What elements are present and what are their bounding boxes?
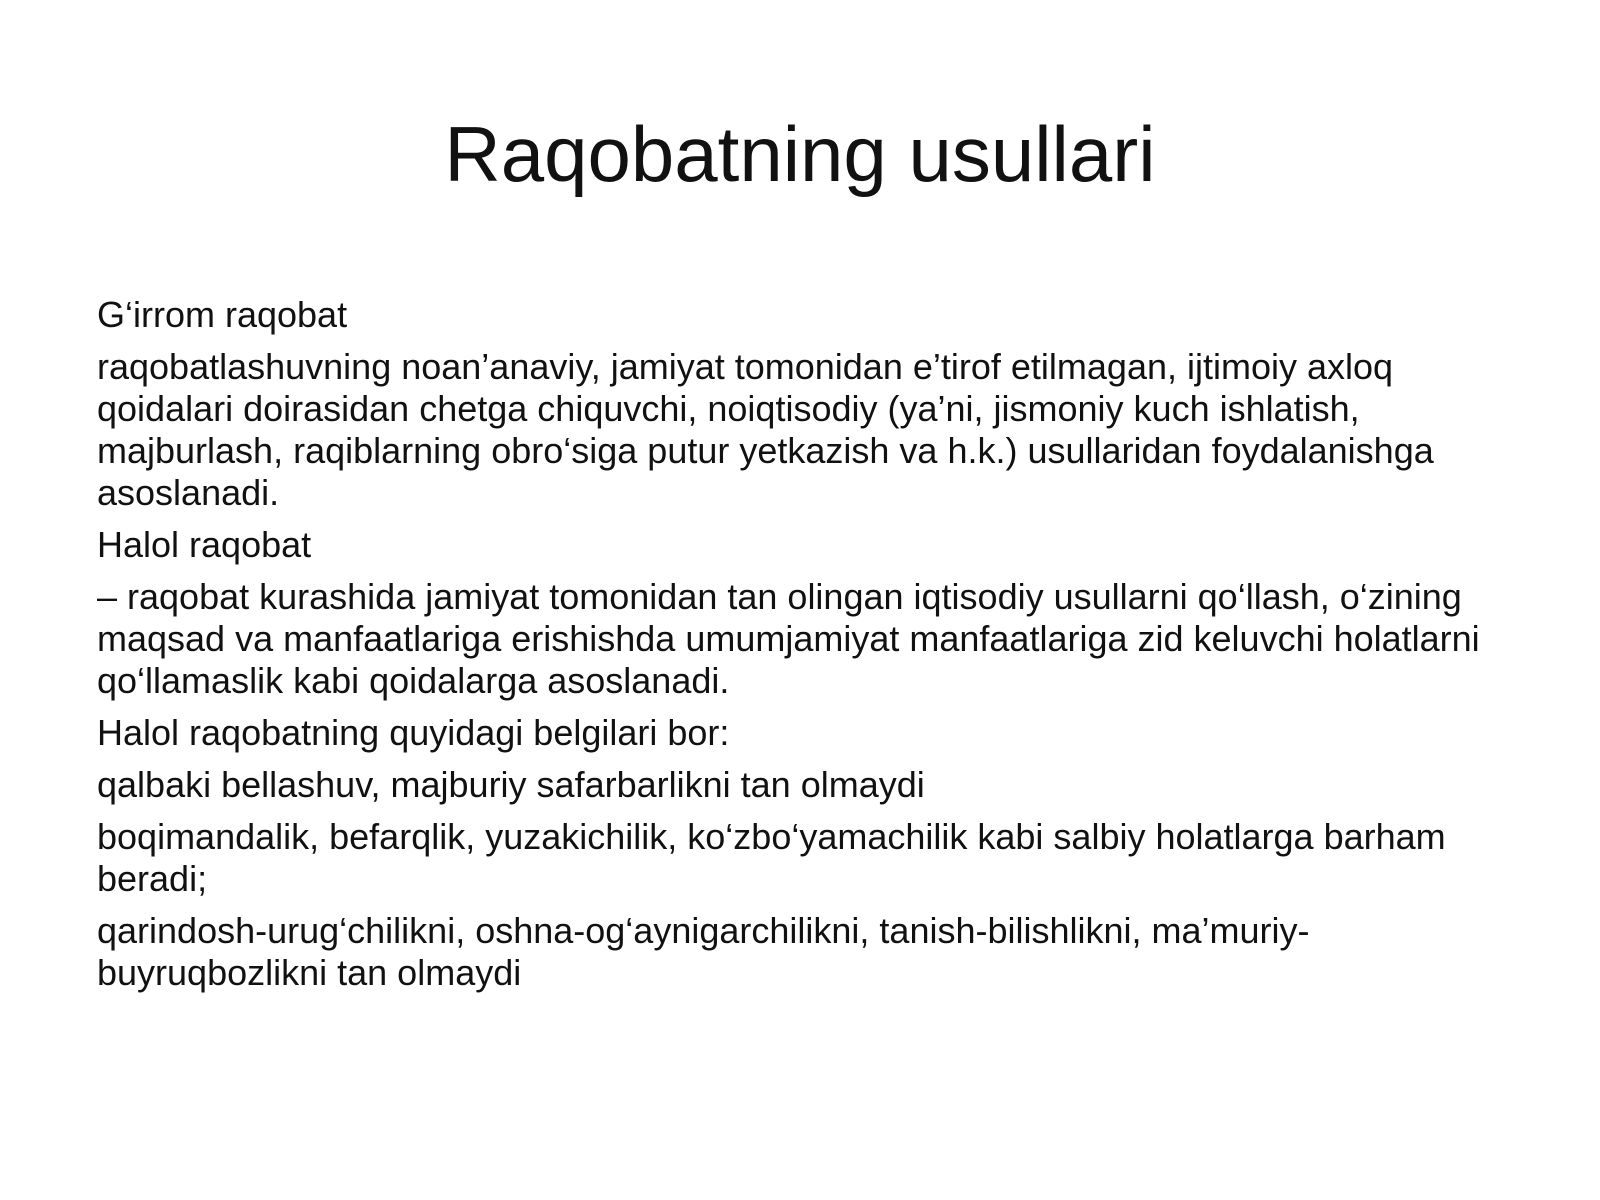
- paragraph-feature-2: boqimandalik, befarqlik, yuzakichilik, ko‘zbo‘yamachilik kabi salbiy holatlarga barham beradi;: [97, 816, 1446, 899]
- paragraph-girrom-heading: G‘irrom raqobat: [97, 294, 348, 335]
- paragraph-girrom-definition: raqobatlashuvning noan’anaviy, jamiyat tomonidan e’tirof etilmagan, ijtimoiy axloq qoidalari doirasidan chetga chiquvchi, noiqtisodiy (ya’ni, jismoniy kuch ishlatish, majburlash, raqiblarning obro‘siga putur yetkazish va h.k.) usullaridan foydalanishga asoslanadi.: [97, 346, 1434, 513]
- paragraph-feature-1: qalbaki bellashuv, majburiy safarbarlikni tan olmaydi: [97, 764, 925, 805]
- paragraph-feature-3: qarindosh-urug‘chilikni, oshna-og‘aynigarchilikni, tanish-bilishlikni, ma’muriy-buyruqbozlikni tan olmaydi: [97, 910, 1310, 993]
- slide-body: [97, 294, 1517, 1004]
- paragraph-halol-definition: – raqobat kurashida jamiyat tomonidan tan olingan iqtisodiy usullarni qo‘llash, o‘zining maqsad va manfaatlariga erishishda umumjamiyat manfaatlariga zid keluvchi holatlarni qo‘llamaslik kabi qoidalarga asoslanadi.: [97, 576, 1480, 701]
- slide-title: Raqobatning usullari: [444, 110, 1156, 198]
- paragraph-halol-heading: Halol raqobat: [97, 524, 312, 565]
- paragraph-halol-features-intro: Halol raqobatning quyidagi belgilari bor:: [97, 712, 730, 753]
